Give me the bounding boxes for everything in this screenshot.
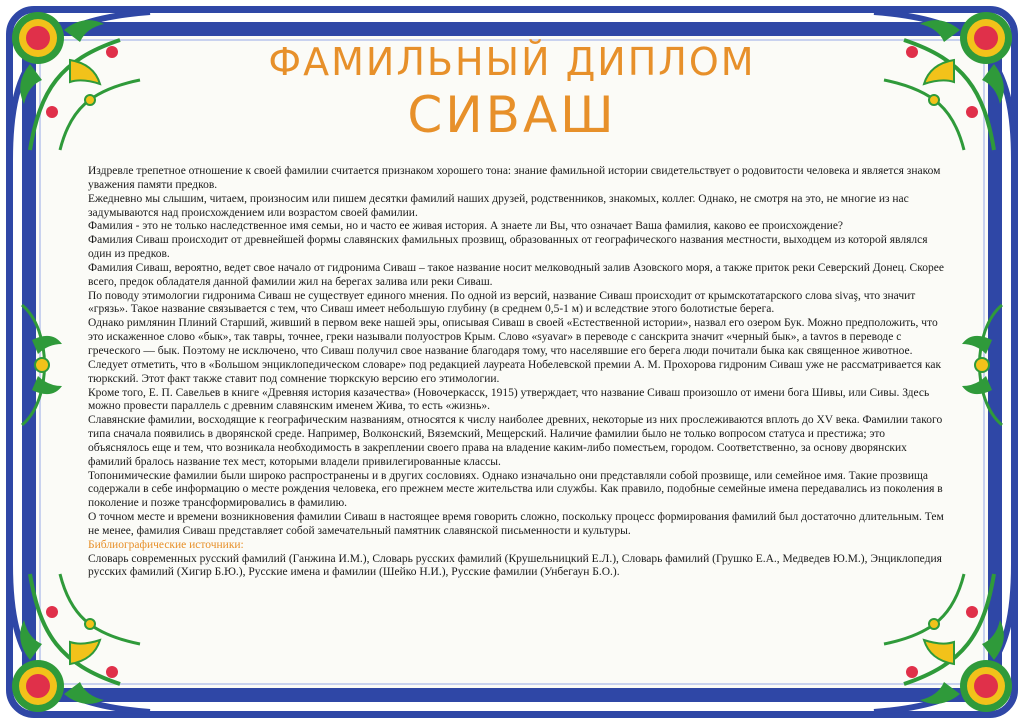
bibliography-title: Библиографические источники: [88,538,244,551]
paragraph: Издревле трепетное отношение к своей фамилии считается признаком хорошего тона: знание фамильной истории свидетельствует о родовитости человека и является знаком уважения памяти предков. [88,165,941,191]
paragraph: Фамилия Сиваш происходит от древнейшей формы славянских фамильных прозвищ, образованных от географического названия местности, выходцем из которой являлся один из предков. [88,234,928,261]
surname-title: СИВАШ [407,86,617,144]
paragraph: Ежедневно мы слышим, читаем, произносим или пишем десятки фамилий наших друзей, родственников, знакомых, коллег. Однако, не смотря на это, не многие из нас задумываются над происхождением или возрастом своей фамилии. [88,192,909,219]
paragraph: Фамилия - это не только наследственное имя семьи, но и часто ее живая история. А знаете ли Вы, что означает Ваша фамилия, каково ее происхождение? [88,220,844,233]
side-ornament-icon [952,300,1022,430]
paragraph: Славянские фамилии, восходящие к географическим названиям, относятся к числу наиболее древних, некоторые из них прослеживаются вплоть до XV века. Фамилии такого типа сначала появились в дворянской среде. Например, Волконский, Вяземский, Мещерский. Наличие фамилии было не только вопросом статуса и престижа; это объяснялось еще и тем, что возникала необходимость в закреплении своего права на владение каким-либо поместьем, городом. Соответственно, за основу дворянских фамилий бралось название тех мест, которыми владели привилегированные классы. [88,414,943,468]
corner-ornament-icon [0,0,170,170]
paragraph: По поводу этимологии гидронима Сиваш не существует единого мнения. По одной из версий, название Сиваш происходит от крымскотатарского слова sivaş, что значит «грязь». Такое название связывается с тем, что Сиваш имеет небольшую глубину (в среднем 0,5-1 м) и вследствие этого болотистые берега. [88,289,916,316]
corner-ornament-icon [854,0,1024,170]
paragraph: Фамилия Сиваш, вероятно, ведет свое начало от гидронима Сиваш – такое название носит мелководный залив Азовского моря, а также приток реки Северский Донец. Скорее всего, предок обладателя данной фамилии жил на берегах залива или реки Сиваш. [88,261,944,288]
paragraph: Следует отметить, что в «Большом энциклопедическом словаре» под редакцией лауреата Нобелевской премии А. М. Прохорова гидроним Сиваш уже не рассматривается как тюркский. Этот факт также ставит под сомнение тюркскую версию его этимологии. [88,358,942,385]
diploma-heading: ФАМИЛЬНЫЙ ДИПЛОМ [268,40,756,84]
bibliography-text: Словарь современных русский фамилий (Ганжина И.М.), Словарь русских фамилий (Крушельницкий Е.Л.), Словарь фамилий (Грушко Е.А., Медведев Ю.М.), Энциклопедия русских фамилий (Хигир Б.Ю.), Русские имена и фамилии (Шейко Н.И.), Русские фамилии (Унбегаун Б.О.). [88,552,942,579]
paragraph: Топонимические фамилии были широко распространены и в других сословиях. Однако изначально они представляли собой прозвище, или семейное имя. Такие прозвища содержали в себе информацию о месте рождения человека, его прежнем месте жительства или службы. Как правило, подобные семейные имена передавались из поколения в поколение и позже трансформировались в фамилию. [88,469,943,510]
diploma-body-text [88,165,948,580]
side-ornament-icon [2,300,72,430]
paragraph: О точном месте и времени возникновения фамилии Сиваш в настоящее время говорить сложно, поскольку процесс формирования фамилий был достаточно длительным. Тем не менее, фамилия Сиваш представляет собой замечательный памятник славянской письменности и культуры. [88,511,944,537]
paragraph: Однако римлянин Плиний Старший, живший в первом веке нашей эры, описывая Сиваш в своей «Естественной истории», назвал его озером Бук. Можно предположить, что это искаженное слово «бык», так тавры, точнее, греки называли полуостров Крым. Слово «syavar» в переводе с санскрита значит «черный бык», а tavros в переводе с греческого — бык. Поэтому не исключено, что Сиваш получил свое название благодаря тому, что населявшие его берега люди почитали быка как священное животное. [88,317,938,357]
paragraph: Кроме того, Е. П. Савельев в книге «Древняя история казачества» (Новочеркасск, 1915) утверждает, что название Сиваш произошло от имени бога Шивы, или Сивы. Здесь можно провести параллель с древним славянским именем Жива, то есть «жизнь». [88,386,930,413]
